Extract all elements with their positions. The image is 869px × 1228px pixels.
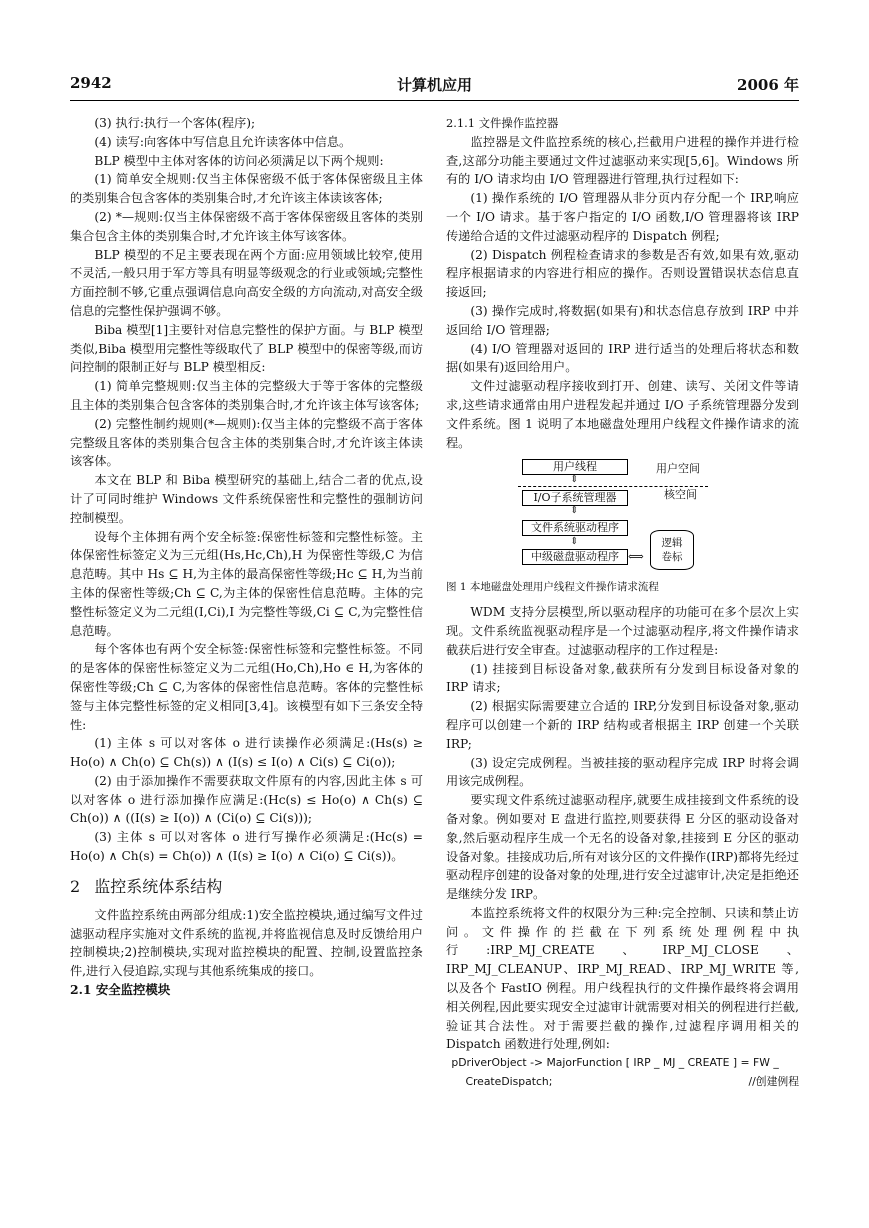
label-kernel-space: 核空间 — [664, 488, 697, 502]
figure-1 — [446, 456, 799, 576]
label-user-space: 用户空间 — [656, 462, 700, 476]
paragraph: (2) *—规则:仅当主体保密级不高于客体保密级且客体的类别集合包含主体的类别集合时,才允许该主体写该客体。 — [70, 209, 423, 243]
paragraph: 每个客体也有两个安全标签:保密性标签和完整性标签。不同的是客体的保密性标签定义为二元组(Ho,Ch),Ho ∈ H,为客体的保密性等级;Ch ⊆ C,为客体的保密性信息范畴。客体的完整性标签与主体完整性标签的定义相同[3,4]。该模型有如下三条安全特性: — [70, 642, 423, 732]
paragraph: (2) 完整性制约规则(*—规则):仅当主体的完整级不高于客体完整级且客体的类别集合包含主体的类别集合时,才允许该主体读该客体。 — [70, 416, 423, 469]
logical-volume — [650, 530, 694, 570]
paragraph: (3) 执行:执行一个客体(程序); — [94, 116, 256, 130]
subsection-heading: 2.1 安全监控模块 — [70, 982, 171, 998]
code-line-2 — [446, 1073, 799, 1092]
code-statement: CreateDispatch; — [465, 1075, 553, 1089]
paragraph: WDM 支持分层模型,所以驱动程序的功能可在多个层次上实现。文件系统监视驱动程序是一个过滤驱动程序,将文件操作请求截获后进行安全审查。过滤驱动程序的工作过程是: — [446, 605, 799, 657]
paragraph: (4) 读写:向客体中写信息且允许读客体中信息。 — [94, 134, 352, 149]
paragraph: (3) 设定完成例程。当被挂接的驱动程序完成 IRP 时将会调用该完成例程。 — [446, 755, 799, 789]
right-column — [446, 114, 799, 1092]
arrow-3: ⇕ — [570, 536, 579, 548]
arrow-1: ⇕ — [570, 474, 579, 486]
paragraph: (2) 由于添加操作不需要获取文件原有的内容,因此主体 s 可以对客体 o 进行添加操作应满足:(Hc(s) ≤ Ho(o) ∧ Ch(s) ⊆ Ch(o)) ∧ ((I(s) ≥ I(o)) ∧ (Ci(o) ⊆ Ci(s))); — [70, 773, 423, 826]
left-column — [70, 114, 423, 1000]
figure-caption: 图 1 本地磁盘处理用户线程文件操作请求流程 — [446, 581, 659, 594]
paragraph: 文件过滤驱动程序接收到打开、创建、读写、关闭文件等请求,这些请求通常由用户进程发起并通过 I/O 子系统管理器分发到文件系统。图 1 说明了本地磁盘处理用户线程文件操作请求的流程。 — [446, 379, 799, 450]
code-comment: //创建例程 — [748, 1075, 799, 1089]
paragraph: (1) 挂接到目标设备对象,截获所有分发到目标设备对象的 IRP 请求; — [446, 661, 799, 695]
section-heading — [70, 876, 423, 898]
box-disk-driver: 中级磁盘驱动程序 — [522, 549, 628, 565]
volume-label-1: 逻辑 — [661, 537, 683, 550]
paragraph: 设每个主体拥有两个安全标签:保密性标签和完整性标签。主体保密性标签定义为三元组(Hs,Hc,Ch),H 为保密性等级,C 为信息范畴。其中 Hs ⊆ H,为主体的最高保密性等级;Hc ⊆ H,为当前主体的保密性等级;Ch ⊆ C,为主体的保密性信息范畴。主体的完整性标签定义为二元组(I,Ci),I 为完整性等级,Ci ⊆ C,为完整性信息范畴。 — [70, 529, 423, 638]
paragraph: (3) 主体 s 可以对客体 o 进行写操作必须满足:(Hc(s) = Ho(o) ∧ Ch(s) = Ch(o)) ∧ (I(s) ≥ I(o) ∧ Ci(o) ⊆ Ci(s))。 — [70, 830, 423, 864]
subsection-heading: 2.1.1 文件操作监控器 — [446, 116, 559, 130]
page-header — [70, 74, 799, 96]
paragraph: Biba 模型[1]主要针对信息完整性的保护方面。与 BLP 模型类似,Biba 模型用完整性等级取代了 BLP 模型中的保密等级,而访问控制的限制正好与 BLP 模型相反: — [70, 322, 423, 375]
paragraph: 要实现文件系统过滤驱动程序,就要生成挂接到文件系统的设备对象。例如要对 E 盘进行监控,则要获得 E 分区的驱动设备对象,然后驱动程序生成一个无名的设备对象,挂接到 E 分区的驱动设备对象。挂接成功后,所有对该分区的文件操作(IRP)都将先经过驱动程序创建的设备对象的处理,进行安全过滤审计,决定是拒绝还是继续分发 IRP。 — [446, 793, 799, 902]
volume-label-2: 卷标 — [661, 551, 683, 564]
paragraph: 监控器是文件监控系统的核心,拦截用户进程的操作并进行检查,这部分功能主要通过文件过滤驱动来实现[5,6]。Windows 所有的 I/O 请求均由 I/O 管理器进行管理,执行过程如下: — [446, 134, 799, 187]
journal-name: 计算机应用 — [396, 76, 472, 94]
paragraph: (1) 简单安全规则:仅当主体保密级不低于客体保密级且主体的类别集合包含客体的类别集合时,才允许该主体读该客体; — [70, 172, 423, 206]
paragraph: (2) 根据实际需要建立合适的 IRP,分发到目标设备对象,驱动程序可以创建一个新的 IRP 结构或者根据主 IRP 创建一个关联 IRP; — [446, 699, 799, 751]
box-io-manager: I/O子系统管理器 — [522, 490, 628, 506]
box-fs-driver: 文件系统驱动程序 — [522, 520, 628, 536]
paragraph: BLP 模型的不足主要表现在两个方面:应用领域比较窄,使用不灵活,一般只用于军方等具有明显等级观念的行业或领域;完整性方面控制不够,它重点强调信息向高安全级的方向流动,对高安全级信息的完整性保护强调不够。 — [70, 247, 423, 318]
arrow-to-volume: ⟺ — [628, 550, 644, 564]
paragraph: 文件监控系统由两部分组成:1)安全监控模块,通过编写文件过滤驱动程序实施对文件系统的监视,并将监视信息及时反馈给用户控制模块;2)控制模块,实现对监控模块的配置、控制,设置监控条件,进行入侵追踪,实现与其他系统集成的接口。 — [70, 907, 423, 979]
year: 2006 年 — [737, 76, 799, 94]
code-line-1: pDriverObject -> MajorFunction [ IRP _ MJ _ CREATE ] = FW _ — [451, 1056, 779, 1070]
paragraph: (1) 操作系统的 I/O 管理器从非分页内存分配一个 IRP,响应一个 I/O 请求。基于客户指定的 I/O 函数,I/O 管理器将该 IRP 传递给合适的文件过滤驱动程序的 Dispatch 例程; — [446, 191, 799, 243]
section-number: 2 — [70, 876, 81, 896]
header-rule — [70, 100, 799, 101]
paragraph: 本文在 BLP 和 Biba 模型研究的基础上,结合二者的优点,设计了可同时维护 Windows 文件系统保密性和完整性的强制访问控制模型。 — [70, 473, 423, 525]
section-title: 监控系统体系结构 — [94, 876, 223, 896]
paragraph: 本监控系统将文件的权限分为三种:完全控制、只读和禁止访问。文件操作的拦截在下列系统处理例程中执行:IRP_MJ_CREATE、IRP_MJ_CLOSE、IRP_MJ_CLEANUP、IRP_MJ_READ、IRP_MJ_WRITE 等,以及各个 FastIO 例程。用户线程执行的文件操作最终将会调用相关例程,因此要实现安全过滤审计就需要对相关的例程进行拦截,验证其合法性。对于需要拦截的操作,过滤程序调用相关的 Dispatch 函数进行处理,例如: — [446, 905, 799, 1052]
paragraph: (1) 主体 s 可以对客体 o 进行读操作必须满足:(Hs(s) ≥ Ho(o) ∧ Ch(o) ⊆ Ch(s)) ∧ (I(s) ≤ I(o) ∧ Ci(s) ⊆ Ci(o)); — [70, 736, 423, 770]
box-user-thread: 用户线程 — [522, 459, 628, 475]
paragraph: (3) 操作完成时,将数据(如果有)和状态信息存放到 IRP 中并返回给 I/O 管理器; — [446, 303, 799, 337]
paragraph: (2) Dispatch 例程检查请求的参数是否有效,如果有效,驱动程序根据请求的内容进行相应的操作。否则设置错误状态信息直接返回; — [446, 247, 799, 300]
paragraph: (1) 简单完整规则:仅当主体的完整级大于等于客体的完整级且主体的类别集合包含客体的类别集合时,才允许该主体写该客体; — [70, 379, 423, 412]
paragraph: (4) I/O 管理器对返回的 IRP 进行适当的处理后将状态和数据(如果有)返回给用户。 — [446, 341, 799, 375]
arrow-2: ⇕ — [570, 505, 579, 517]
paragraph: BLP 模型中主体对客体的访问必须满足以下两个规则: — [94, 153, 384, 168]
page-number: 2942 — [70, 74, 112, 92]
